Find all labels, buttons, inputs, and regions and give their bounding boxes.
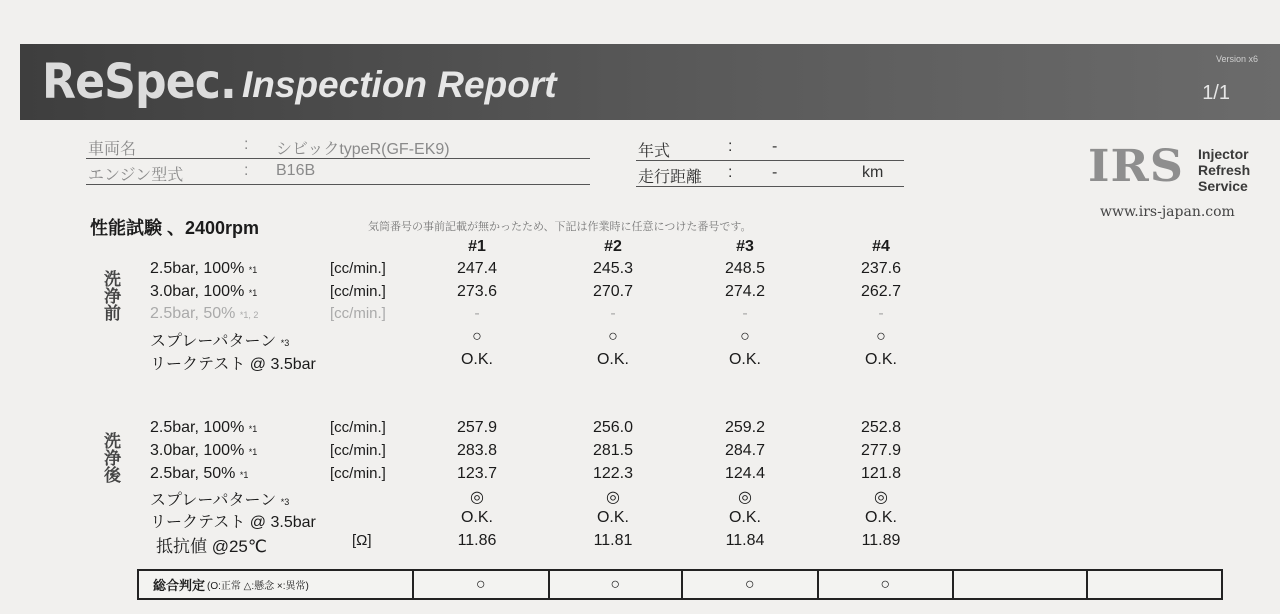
verdict-cell: ○ <box>412 571 548 598</box>
cell-value: 284.7 <box>724 442 766 459</box>
page-number: 1/1 <box>1202 82 1230 104</box>
cell-value: 122.3 <box>592 465 634 482</box>
engine-type-value: B16B <box>276 162 316 179</box>
model-year-label: 年式 <box>638 143 671 160</box>
cell-value: 273.6 <box>456 283 498 300</box>
cell-value: 283.8 <box>456 442 498 459</box>
cell-value: ○ <box>876 328 886 345</box>
cell-value: - <box>878 305 884 322</box>
cell-value: 248.5 <box>724 260 766 277</box>
irs-logo-line-1: Injector <box>1198 146 1249 162</box>
row-label: 抵抗値 @25℃ <box>156 537 267 556</box>
cell-value: 11.89 <box>861 532 901 549</box>
engine-type-label: エンジン型式 <box>88 167 184 184</box>
verdict-cell <box>952 571 1086 598</box>
row-label: 2.5bar, 100% *1 <box>150 419 258 436</box>
row-label: スプレーパターン *3 <box>150 492 290 509</box>
row-label: 2.5bar, 100% *1 <box>150 260 258 277</box>
irs-logo <box>1088 140 1268 200</box>
row-label: リークテスト @ 3.5bar <box>150 356 316 373</box>
mileage-unit: km <box>862 164 884 181</box>
cell-value: 237.6 <box>860 260 902 277</box>
car-name-value: シビックtypeR(GF-EK9) <box>276 141 450 158</box>
cell-value: 245.3 <box>592 260 634 277</box>
report-title: Inspection Report <box>242 64 557 105</box>
row-unit: [cc/min.] <box>330 465 386 482</box>
cell-value: - <box>474 305 480 322</box>
car-name-separator: : <box>244 136 249 153</box>
irs-logo-mark: IRS <box>1088 140 1184 192</box>
mileage-separator: : <box>728 164 733 181</box>
engine-type-underline <box>86 184 590 185</box>
cell-value: 121.8 <box>860 465 902 482</box>
row-label: 3.0bar, 100% *1 <box>150 442 258 459</box>
mileage-underline <box>636 186 904 187</box>
verdict-cell: ○ <box>548 571 682 598</box>
overall-verdict-row <box>137 569 1223 600</box>
car-name-underline <box>86 158 590 159</box>
cell-value: 247.4 <box>456 260 498 277</box>
cylinder-numbering-note: 気筒番号の事前記載が無かったため、下記は作業時に任意につけた番号です。 <box>368 221 752 233</box>
cylinder-header-1: #1 <box>468 238 486 255</box>
cell-value: ○ <box>472 328 482 345</box>
cell-value: ○ <box>740 328 750 345</box>
mileage-label: 走行距離 <box>638 169 703 186</box>
before-cleaning-side-label: 洗浄前 <box>101 270 120 321</box>
row-unit: [cc/min.] <box>330 305 386 322</box>
cell-value: O.K. <box>460 351 493 368</box>
row-unit: [cc/min.] <box>330 260 386 277</box>
verdict-cell: ○ <box>681 571 817 598</box>
model-year-underline <box>636 160 904 161</box>
row-label: 3.0bar, 100% *1 <box>150 283 258 300</box>
row-label: 2.5bar, 50% *1, 2 <box>150 305 259 322</box>
cell-value: O.K. <box>864 509 897 526</box>
cell-value: 281.5 <box>592 442 634 459</box>
cell-value: O.K. <box>460 509 493 526</box>
cell-value: 274.2 <box>724 283 766 300</box>
test-section-title: 性能試験 、2400rpm <box>90 218 260 238</box>
irs-logo-line-2: Refresh <box>1198 162 1251 178</box>
engine-type-separator: : <box>244 162 249 179</box>
cell-value: 123.7 <box>456 465 498 482</box>
cell-value: 11.84 <box>725 532 765 549</box>
verdict-cell <box>1086 571 1222 598</box>
irs-logo-line-3: Service <box>1198 178 1248 194</box>
verdict-legend: (O:正常 △:懸念 ×:異常) <box>207 581 309 592</box>
irs-website-url: www.irs-japan.com <box>1100 204 1235 220</box>
row-unit: [cc/min.] <box>330 442 386 459</box>
model-year-value: - <box>772 138 778 155</box>
cell-value: 124.4 <box>724 465 766 482</box>
cell-value: 256.0 <box>592 419 634 436</box>
row-label: スプレーパターン *3 <box>150 333 290 350</box>
cell-value: 262.7 <box>860 283 902 300</box>
after-cleaning-side-label: 洗浄後 <box>101 432 120 483</box>
verdict-cell: ○ <box>817 571 953 598</box>
row-unit: [Ω] <box>352 532 372 549</box>
mileage-value: - <box>772 164 778 181</box>
cell-value: 277.9 <box>860 442 902 459</box>
car-name-label: 車両名 <box>88 141 137 158</box>
cell-value: ◎ <box>874 489 888 506</box>
cell-value: O.K. <box>596 509 629 526</box>
cell-value: O.K. <box>728 509 761 526</box>
cell-value: 270.7 <box>592 283 634 300</box>
cell-value: 11.81 <box>593 532 633 549</box>
row-unit: [cc/min.] <box>330 419 386 436</box>
cell-value: 252.8 <box>860 419 902 436</box>
cell-value: - <box>742 305 748 322</box>
model-year-separator: : <box>728 138 733 155</box>
cylinder-header-2: #2 <box>604 238 622 255</box>
cell-value: ○ <box>608 328 618 345</box>
cell-value: ◎ <box>606 489 620 506</box>
cell-value: - <box>610 305 616 322</box>
cell-value: 259.2 <box>724 419 766 436</box>
report-header-banner <box>20 44 1280 120</box>
cell-value: O.K. <box>864 351 897 368</box>
brand-logo: ReSpec. <box>42 54 236 110</box>
cylinder-header-4: #4 <box>872 238 890 255</box>
verdict-label-cell <box>139 571 412 598</box>
cell-value: 11.86 <box>457 532 497 549</box>
cell-value: O.K. <box>728 351 761 368</box>
cell-value: 257.9 <box>456 419 498 436</box>
cylinder-header-3: #3 <box>736 238 754 255</box>
version-label: Version x6 <box>1215 54 1258 64</box>
cell-value: ◎ <box>470 489 484 506</box>
row-unit: [cc/min.] <box>330 283 386 300</box>
verdict-label: 総合判定 <box>153 578 206 593</box>
row-label: リークテスト @ 3.5bar <box>150 514 316 531</box>
row-label: 2.5bar, 50% *1 <box>150 465 249 482</box>
cell-value: O.K. <box>596 351 629 368</box>
cell-value: ◎ <box>738 489 752 506</box>
